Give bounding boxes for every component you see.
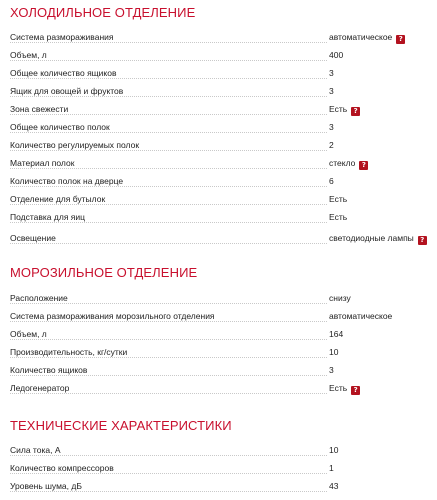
spec-label: Система размораживания морозильного отделения [10,311,215,321]
row-divider [10,339,327,340]
spec-row [10,174,427,188]
spec-row [10,138,427,152]
spec-value: автоматическое [329,311,393,321]
spec-value: 3 [329,86,334,96]
section-title-freezer: МОРОЗИЛЬНОЕ ОТДЕЛЕНИЕ [10,265,198,280]
spec-value: автоматическое ? [329,30,405,44]
spec-label: Материал полок [10,158,75,168]
spec-label: Производительность, кг/сутки [10,347,128,357]
spec-row [10,309,427,323]
help-icon[interactable]: ? [396,35,405,44]
section-title-technical: ТЕХНИЧЕСКИЕ ХАРАКТЕРИСТИКИ [10,418,232,433]
spec-value: 164 [329,329,344,339]
spec-row [10,231,427,245]
spec-row [10,479,427,493]
row-divider [10,60,327,61]
row-divider [10,243,327,244]
spec-row [10,48,427,62]
spec-row [10,363,427,377]
spec-row [10,443,427,457]
spec-value: 6 [329,176,334,186]
spec-value: Есть ? [329,102,360,116]
spec-value: 10 [329,347,339,357]
spec-value: Есть [329,212,348,222]
spec-label: Система размораживания [10,32,114,42]
spec-value: светодиодные лампы ? [329,231,427,245]
help-icon[interactable]: ? [359,161,368,170]
spec-label: Отделение для бутылок [10,194,106,204]
spec-label: Объем, л [10,329,47,339]
spec-row [10,291,427,305]
spec-label: Объем, л [10,50,47,60]
spec-value: Есть ? [329,381,360,395]
spec-value: стекло ? [329,156,368,170]
spec-value: 10 [329,445,339,455]
spec-label: Общее количество ящиков [10,68,117,78]
spec-label: Количество полок на дверце [10,176,124,186]
spec-value: 3 [329,68,334,78]
spec-row [10,345,427,359]
spec-label: Зона свежести [10,104,69,114]
spec-label: Ледогенератор [10,383,70,393]
spec-value: 400 [329,50,344,60]
spec-value: 43 [329,481,339,491]
spec-value: снизу [329,293,351,303]
spec-row [10,327,427,341]
spec-value: 3 [329,365,334,375]
spec-label: Общее количество полок [10,122,110,132]
spec-row [10,120,427,134]
spec-row [10,210,427,224]
spec-label: Сила тока, А [10,445,61,455]
spec-row [10,102,427,116]
help-icon[interactable]: ? [351,107,360,116]
help-icon[interactable]: ? [418,236,427,245]
spec-label: Расположение [10,293,68,303]
spec-row [10,192,427,206]
section-title-fridge: ХОЛОДИЛЬНОЕ ОТДЕЛЕНИЕ [10,5,196,20]
spec-label: Количество регулируемых полок [10,140,140,150]
spec-value: 1 [329,463,334,473]
spec-label: Подставка для яиц [10,212,85,222]
spec-value: 2 [329,140,334,150]
spec-row [10,30,427,44]
spec-row [10,66,427,80]
spec-row [10,461,427,475]
spec-value: Есть [329,194,348,204]
spec-value: 3 [329,122,334,132]
spec-row [10,381,427,395]
spec-row [10,84,427,98]
spec-label: Освещение [10,233,56,243]
spec-label: Уровень шума, дБ [10,481,82,491]
spec-label: Ящик для овощей и фруктов [10,86,124,96]
help-icon[interactable]: ? [351,386,360,395]
spec-label: Количество ящиков [10,365,88,375]
spec-row [10,156,427,170]
spec-label: Количество компрессоров [10,463,114,473]
